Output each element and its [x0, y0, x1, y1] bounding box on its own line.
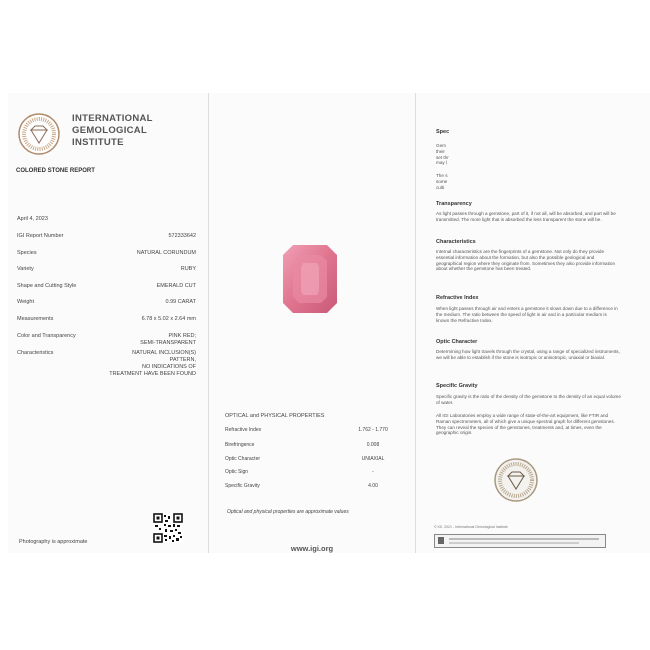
- field-value: 572333642: [168, 233, 196, 239]
- report-panel-middle: [209, 93, 416, 553]
- report-panel-left: [8, 93, 209, 553]
- copyright-note: © IGI, 2021 - International Gemological Institute: [434, 525, 508, 529]
- security-bar: [434, 534, 606, 548]
- report-panel-right: [416, 93, 650, 553]
- document-icon: [438, 537, 444, 544]
- field-label: Measurements: [17, 316, 54, 322]
- optical-note: Optical and physical properties are approximate values: [227, 509, 349, 515]
- section-text: Gem their set thr may l: [436, 143, 449, 166]
- section-heading: Specific Gravity: [436, 383, 478, 389]
- field-label: IGI Report Number: [17, 233, 64, 239]
- optical-value: -: [372, 469, 374, 475]
- field-value: PINK RED; SEMI-TRANSPARENT: [140, 333, 196, 346]
- field-label: Species: [17, 250, 37, 256]
- section-heading: Transparency: [436, 201, 472, 207]
- optical-value: 0.008: [366, 442, 380, 448]
- field-label: Weight: [17, 299, 35, 305]
- field-label: Variety: [17, 266, 34, 272]
- field-value: NATURAL CORUNDUM: [136, 250, 196, 256]
- section-heading: Refractive Index: [436, 295, 479, 301]
- website-link[interactable]: www.igi.org: [290, 544, 334, 553]
- field-label: Color and Transparency: [17, 333, 76, 339]
- section-text: Determining how light travels through the crystal, using a range of specialized instruments, we will be able to establish if the stone is isotropic or anisotropic, uniaxial or biaxial.: [436, 349, 620, 360]
- report-title: COLORED STONE REPORT: [16, 168, 95, 174]
- security-text-line: [449, 542, 579, 544]
- photography-note: Photography is approximate: [19, 539, 88, 545]
- section-text: When light passes through air and enters a gemstone it slows down due to a difference in the medium. The ratio between the speed of light in air and in a particular medium is known the Refractive Index.: [436, 306, 618, 323]
- qr-code-icon[interactable]: [153, 513, 183, 543]
- section-heading: Optic Character: [436, 339, 478, 345]
- optical-label: Optic Character: [225, 456, 261, 462]
- field-value: 0.99 CARAT: [165, 299, 196, 305]
- section-text: Specific gravity is the ratio of the density of the gemstone to the density of an equal volume of water.: [436, 394, 621, 405]
- security-text-line: [449, 538, 599, 540]
- section-text: As light passes through a gemstone, part of it, if not all, will be absorbed, and part will be transmitted. The more light that is absorbed the less transparent the stone will be.: [436, 211, 616, 222]
- optical-label: Specific Gravity: [225, 483, 260, 489]
- institute-line-1: INTERNATIONAL: [72, 113, 153, 124]
- institute-name: [72, 113, 153, 149]
- optical-properties-title: OPTICAL and PHYSICAL PROPERTIES: [225, 413, 325, 419]
- igi-seal-icon: [494, 458, 538, 502]
- optical-value: 4.00: [368, 483, 378, 489]
- field-label: Characteristics: [17, 350, 54, 356]
- institute-line-2: GEMOLOGICAL: [72, 125, 148, 136]
- field-value: EMERALD CUT: [156, 283, 196, 289]
- igi-seal-icon: [18, 113, 60, 155]
- optical-value: 1.762 - 1.770: [358, 427, 388, 433]
- field-value: RUBY: [180, 266, 196, 272]
- report-date: April 4, 2023: [17, 216, 48, 222]
- section-text: The s some culti: [436, 173, 448, 190]
- section-text: Internal characteristics are the fingerprints of a gemstone. Not only do they provide essential information about the formation, but also the possible geological and geographical region where they originate from. Sometimes they also provide information about whether the gemstone has been treated.: [436, 249, 615, 272]
- section-heading: Spec: [436, 129, 450, 135]
- section-heading: Characteristics: [436, 239, 476, 245]
- field-value: NATURAL INCLUSION(S) PATTERN, NO INDICATIONS OF TREATMENT HAVE BEEN FOUND: [109, 350, 196, 377]
- field-value: 6.78 x 5.02 x 2.64 mm: [141, 316, 196, 322]
- optical-label: Optic Sign: [225, 469, 249, 475]
- optical-label: Refractive Index: [225, 427, 262, 433]
- gemstone-image: [281, 243, 339, 315]
- institute-line-3: INSTITUTE: [72, 137, 124, 148]
- optical-value: UNIAXIAL: [361, 456, 385, 462]
- field-label: Shape and Cutting Style: [17, 283, 77, 289]
- optical-label: Birefringence: [225, 442, 255, 448]
- section-text: All IGI Laboratories employ a wide range of state-of-the-art equipment, like FTIR and Raman spectrometers, all of which give a unique spectral graph for different gemstones. They can reveal the species of the gemstones, treatments and, at times, even the geographic origin.: [436, 413, 615, 436]
